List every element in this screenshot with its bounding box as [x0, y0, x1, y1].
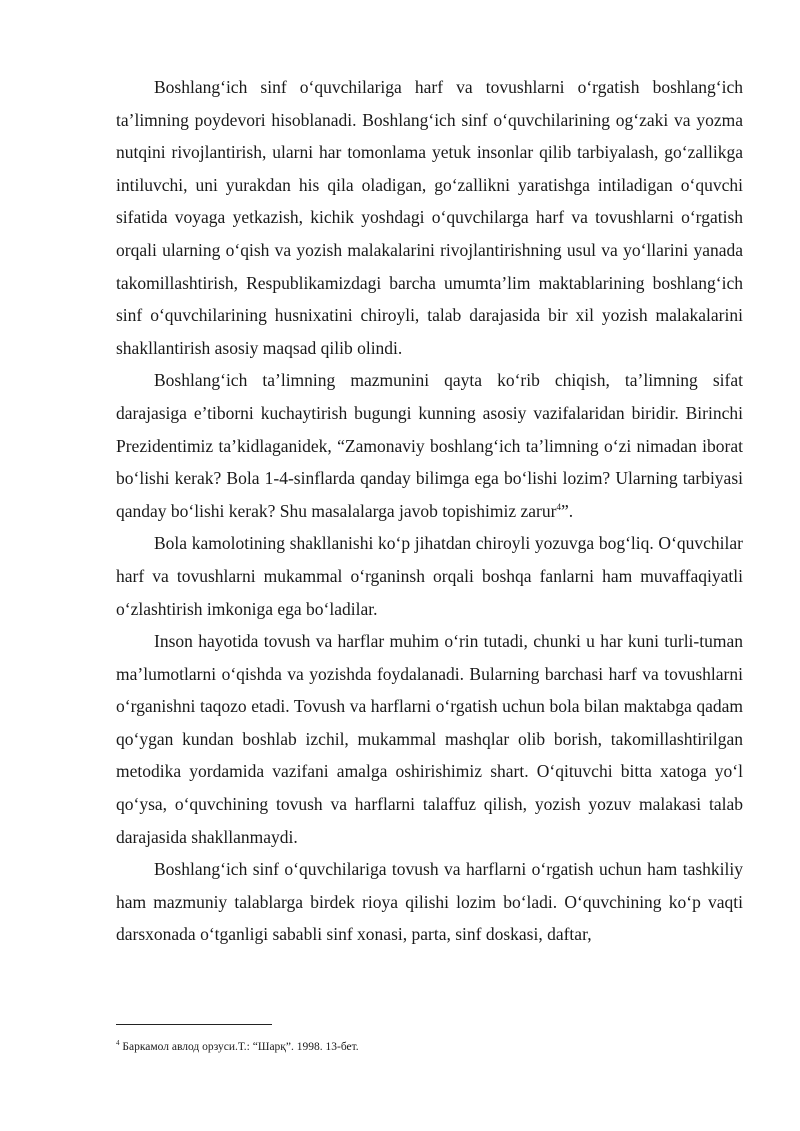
- quote-close: ”.: [560, 500, 574, 521]
- footnote-divider: [116, 1024, 272, 1025]
- footnote-text: Баркамол авлод орзуси.Т.: “Шарқ”. 1998. 13-бет.: [122, 1041, 359, 1053]
- footnote-number: 4: [116, 1039, 120, 1048]
- paragraph-2: [116, 364, 743, 527]
- paragraph-3: Bola kamolotining shakllanishi ko‘p jihatdan chiroyli yozuvga bog‘liq. O‘quvchilar harf va tovushlarni mukammal o‘rganinsh orqali boshqa fanlarni ham muvaffaqiyatli o‘zlashtirish imkoniga ega bo‘ladilar.: [116, 533, 743, 619]
- body-text: [116, 71, 743, 951]
- paragraph-5: Boshlang‘ich sinf o‘quvchilariga tovush va harflarni o‘rgatish uchun ham tashkiliy ham mazmuniy talablarga birdek rioya qilishi lozim bo‘ladi. O‘quvchining ko‘p vaqti darsxonada o‘tganligi sababli sinf xonasi, parta, sinf doskasi, daftar,: [116, 859, 743, 945]
- paragraph-4: Inson hayotida tovush va harflar muhim o‘rin tutadi, chunki u har kuni turli-tuman ma’lumotlarni o‘qishda va yozishda foydalanadi. Bularning barchasi harf va tovushlarni o‘rganishni taqozo etadi. Tovush va harflarni o‘rgatish uchun bola bilan maktabga qadam qo‘ygan kundan boshlab izchil, mukammal mashqlar olib borish, takomillashtirilgan metodika yordamida vazifani amalga oshirishimiz shart. O‘qituvchi bitta xatoga yo‘l qo‘ysa, o‘quvchining tovush va harflarni talaffuz qilish, yozish yozuv malakasi talab darajasida shakllanmaydi.: [116, 631, 743, 847]
- footnote: [116, 1040, 743, 1054]
- footnote-reference[interactable]: 4: [556, 501, 561, 512]
- paragraph-1: Boshlang‘ich sinf o‘quvchilariga harf va tovushlarni o‘rgatish boshlang‘ich ta’limning poydevori hisoblanadi. Boshlang‘ich sinf o‘quvchilarining og‘zaki va yozma nutqini rivojlantirish, ularni har tomonlama yetuk insonlar qilib tarbiyalash, go‘zallikga intiluvchi, uni yurakdan his qila oladigan, go‘zallikni yaratishga intiladigan o‘quvchi sifatida voyaga yetkazish, kichik yoshdagi o‘quvchilarga harf va tovushlarni o‘rgatish orqali ularning o‘qish va yozish malakalarini rivojlantirishning usul va yo‘llarini yanada takomillashtirish, Respublikamizdagi barcha umumta’lim maktablarining boshlang‘ich sinf o‘quvchilarining husnixatini chiroyli, talab darajasida bir xil yozish malakalarini shakllantirish asosiy maqsad qilib olindi.: [116, 77, 743, 358]
- paragraph-2-text: Boshlang‘ich ta’limning mazmunini qayta ko‘rib chiqish, ta’limning sifat darajasiga e’tiborni kuchaytirish bugungi kunning asosiy vazifalaridan biridir. Birinchi Prezidentimiz ta’kidlaganidek, “Zamonaviy boshlang‘ich ta’limning o‘zi nimadan iborat bo‘lishi kerak? Bola 1-4-sinflarda qanday bilimga ega bo‘lishi lozim? Ularning tarbiyasi qanday bo‘lishi kerak? Shu masalalarga javob topishimiz zarur: [116, 370, 743, 521]
